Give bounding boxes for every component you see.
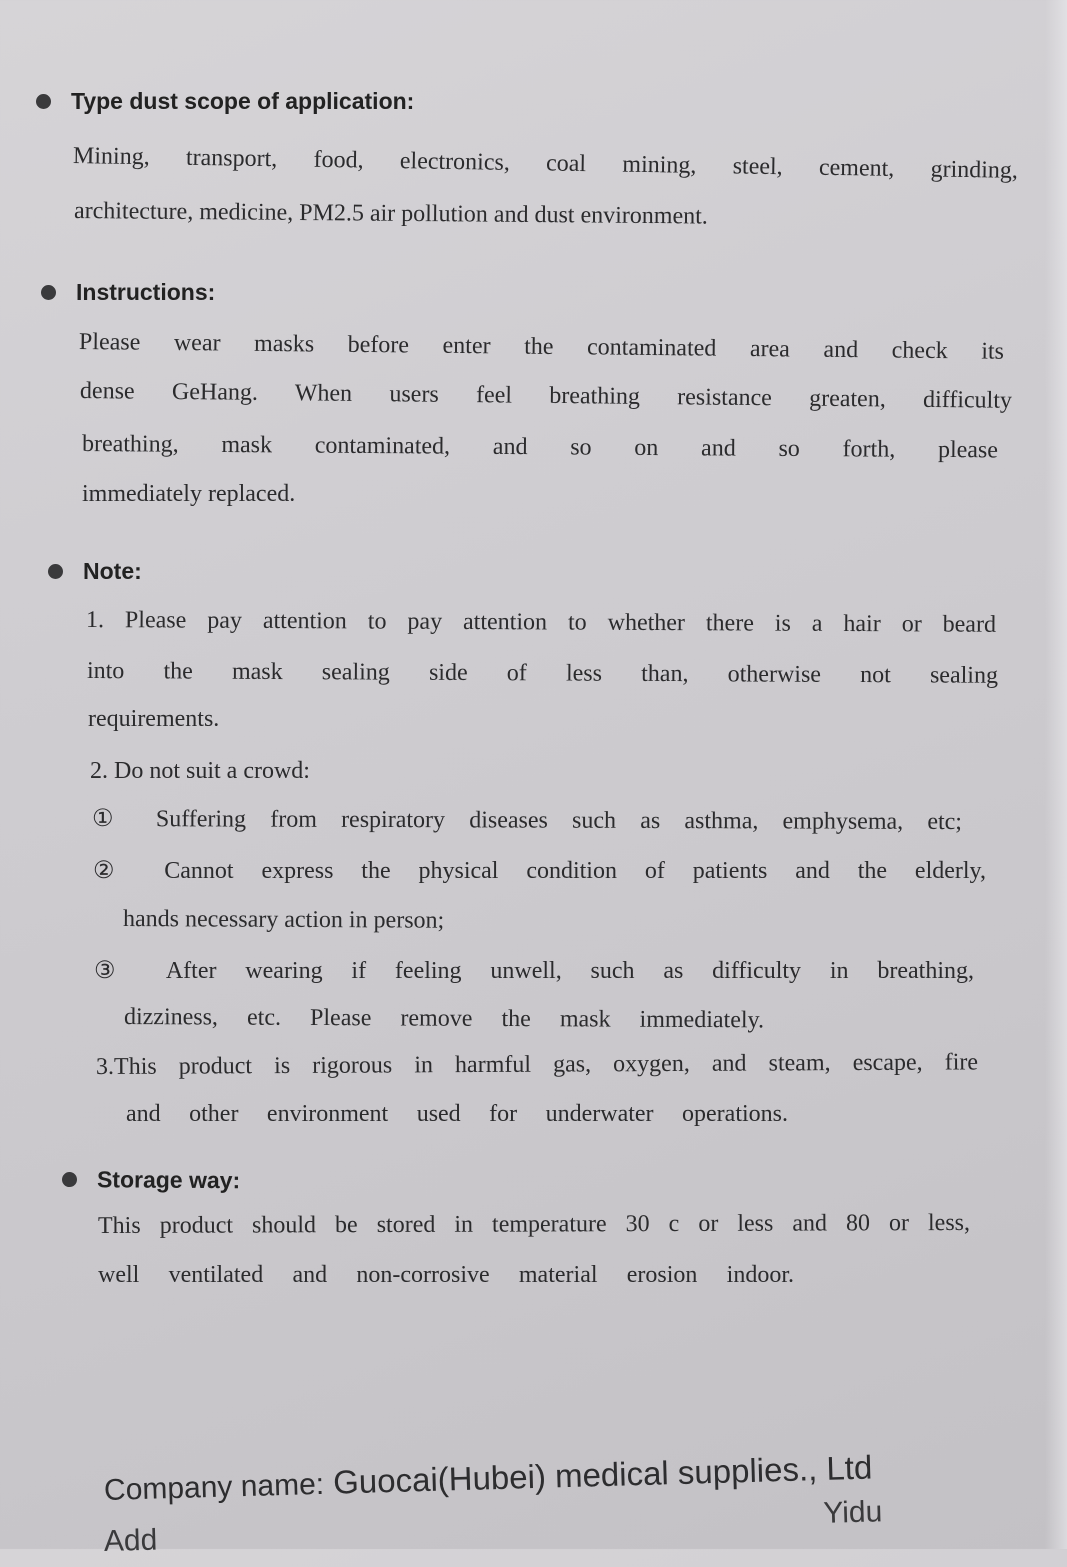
- instructions-line-3: breathing, mask contaminated, and so on and so forth, please: [81, 431, 999, 464]
- storage-heading-text: Storage way:: [96, 1166, 241, 1194]
- company-name: [103, 1449, 872, 1508]
- storage-line-1: This product should be stored in temperature 30 c or less and 80 or less,: [97, 1209, 971, 1239]
- note-line-3: requirements.: [88, 706, 220, 732]
- note-line-1: 1. Please pay attention to pay attention to whether there is a hair or beard: [85, 607, 997, 638]
- note-line-6: ② Cannot express the physical condition of patients and the elderly,: [93, 858, 986, 884]
- storage-line-2: well ventilated and non-corrosive material erosion indoor.: [98, 1262, 794, 1288]
- paper-edge: [1045, 0, 1067, 1549]
- bullet-icon: [36, 94, 51, 109]
- note-line-4: 2. Do not suit a crowd:: [90, 758, 310, 784]
- scope-section: [36, 88, 1026, 115]
- scope-heading-text: Type dust scope of application:: [71, 88, 415, 114]
- address-fragment-right: Yidu: [822, 1495, 883, 1530]
- scope-heading: [36, 88, 1026, 115]
- note-line-2: into the mask sealing side of less than, otherwise not sealing: [86, 658, 999, 689]
- bullet-icon: [48, 564, 63, 579]
- note-section: [48, 558, 142, 585]
- storage-heading: [62, 1166, 240, 1194]
- instructions-line-1: Please wear masks before enter the contaminated area and check its: [78, 329, 1005, 365]
- bullet-icon: [41, 285, 56, 300]
- note-heading-text: Note:: [83, 558, 142, 584]
- address-fragment-left: Add: [103, 1523, 158, 1558]
- instructions-line-4: immediately replaced.: [82, 481, 296, 507]
- company-value: Guocai(Hubei) medical supplies., Ltd: [332, 1448, 873, 1501]
- instructions-heading-text: Instructions:: [76, 279, 216, 305]
- note-line-5: ① Suffering from respiratory diseases such as asthma, emphysema, etc;: [91, 806, 963, 836]
- instructions-section: [41, 279, 215, 306]
- address-line: [103, 1495, 883, 1567]
- company-label: Company name:: [103, 1467, 325, 1507]
- bullet-icon: [62, 1172, 77, 1187]
- note-line-11: and other environment used for underwater operations.: [126, 1101, 788, 1127]
- note-line-9: dizziness, etc. Please remove the mask immediately.: [123, 1004, 765, 1034]
- note-line-7: hands necessary action in person;: [122, 906, 445, 934]
- instructions-heading: [41, 279, 215, 306]
- scope-line-1: Mining, transport, food, electronics, coal mining, steel, cement, grinding,: [72, 143, 1019, 184]
- note-heading: [48, 558, 142, 585]
- note-line-8: ③ After wearing if feeling unwell, such as difficulty in breathing,: [94, 958, 974, 984]
- instructions-line-2: dense GeHang. When users feel breathing resistance greaten, difficulty: [79, 378, 1013, 414]
- note-line-10: 3.This product is rigorous in harmful gas, oxygen, and steam, escape, fire: [95, 1049, 979, 1080]
- storage-section: [62, 1166, 240, 1194]
- scope-line-2: architecture, medicine, PM2.5 air pollution and dust environment.: [73, 198, 708, 230]
